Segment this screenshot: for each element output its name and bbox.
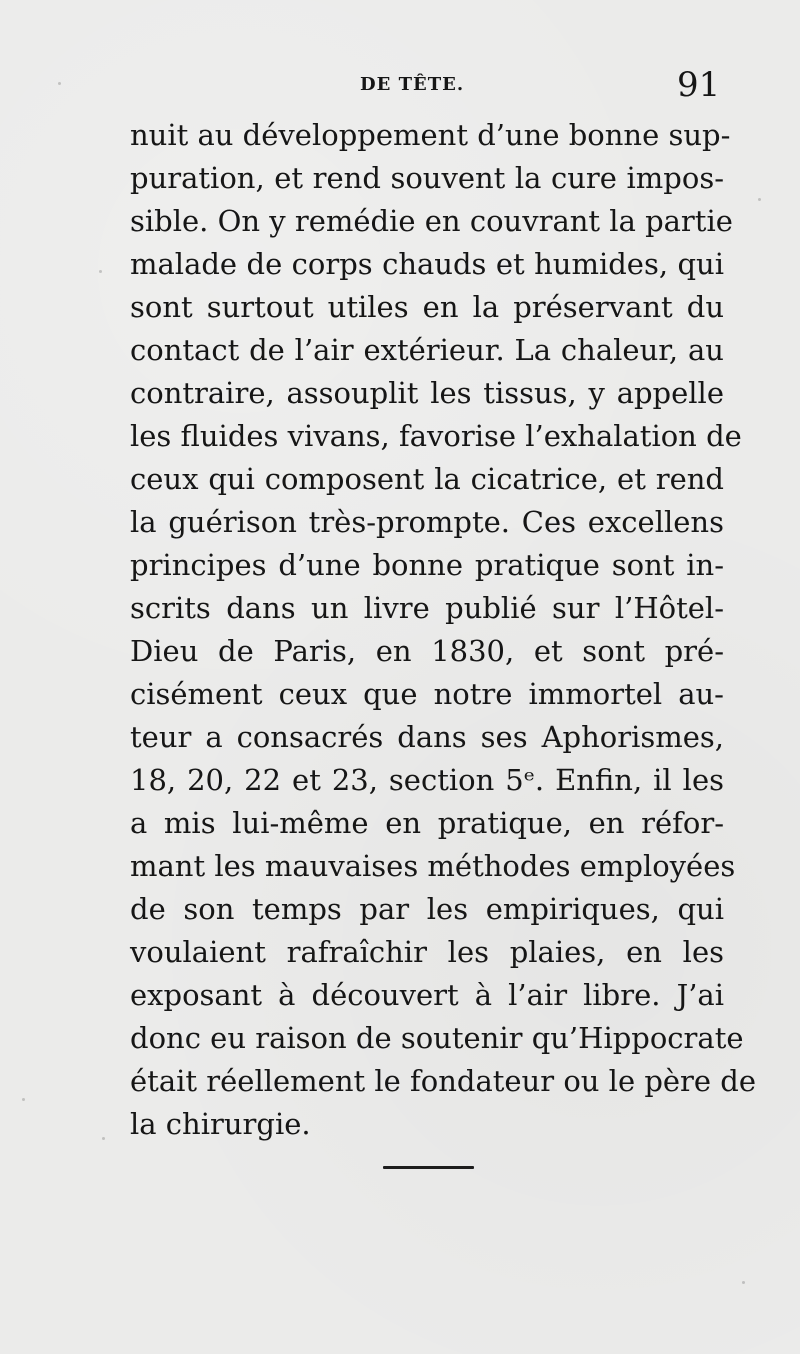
text-line: ceux qui composent la cicatrice, et rend xyxy=(130,462,724,496)
running-title: DE TÊTE. xyxy=(360,74,465,95)
text-line: principes d’une bonne pratique sont in- xyxy=(130,548,724,582)
text-line: contraire, assouplit les tissus, y appelle xyxy=(130,376,724,410)
text-line: de son temps par les empiriques, qui xyxy=(130,892,724,926)
text-line: sible. On y remédie en couvrant la partie xyxy=(130,204,733,238)
text-line: nuit au développement d’une bonne sup- xyxy=(130,118,731,152)
text-line: la chirurgie. xyxy=(130,1107,311,1141)
text-line: cisément ceux que notre immortel au- xyxy=(130,677,724,711)
text-line: la guérison très-prompte. Ces excellens xyxy=(130,505,724,539)
text-line: les fluides vivans, favorise l’exhalation de xyxy=(130,419,742,453)
text-line: mant les mauvaises méthodes employées xyxy=(130,849,736,883)
paper-speck xyxy=(102,1137,105,1140)
text-line: sont surtout utiles en la préservant du xyxy=(130,290,724,324)
paper-speck xyxy=(758,198,761,201)
paper-speck xyxy=(742,1281,745,1284)
text-line: scrits dans un livre publié sur l’Hôtel- xyxy=(130,591,724,625)
text-line: teur a consacrés dans ses Aphorismes, xyxy=(130,720,724,754)
text-line: voulaient rafraîchir les plaies, en les xyxy=(130,935,724,969)
text-line: 18, 20, 22 et 23, section 5ᵉ. Enfin, il les xyxy=(130,763,724,797)
text-line: exposant à découvert à l’air libre. J’ai xyxy=(130,978,724,1012)
text-line: a mis lui-même en pratique, en réfor- xyxy=(130,806,724,840)
text-line: était réellement le fondateur ou le père de xyxy=(130,1064,757,1098)
text-line: donc eu raison de soutenir qu’Hippocrate xyxy=(130,1021,744,1055)
section-rule xyxy=(383,1166,474,1169)
paper-speck xyxy=(58,82,61,85)
text-line: contact de l’air extérieur. La chaleur, au xyxy=(130,333,724,367)
page-number: 91 xyxy=(677,65,721,105)
text-line: puration, et rend souvent la cure impos- xyxy=(130,161,724,195)
paper-speck xyxy=(22,1098,25,1101)
text-line: Dieu de Paris, en 1830, et sont pré- xyxy=(130,634,724,668)
paper-speck xyxy=(99,270,102,273)
body-text xyxy=(130,114,757,1146)
text-line: malade de corps chauds et humides, qui xyxy=(130,247,724,281)
